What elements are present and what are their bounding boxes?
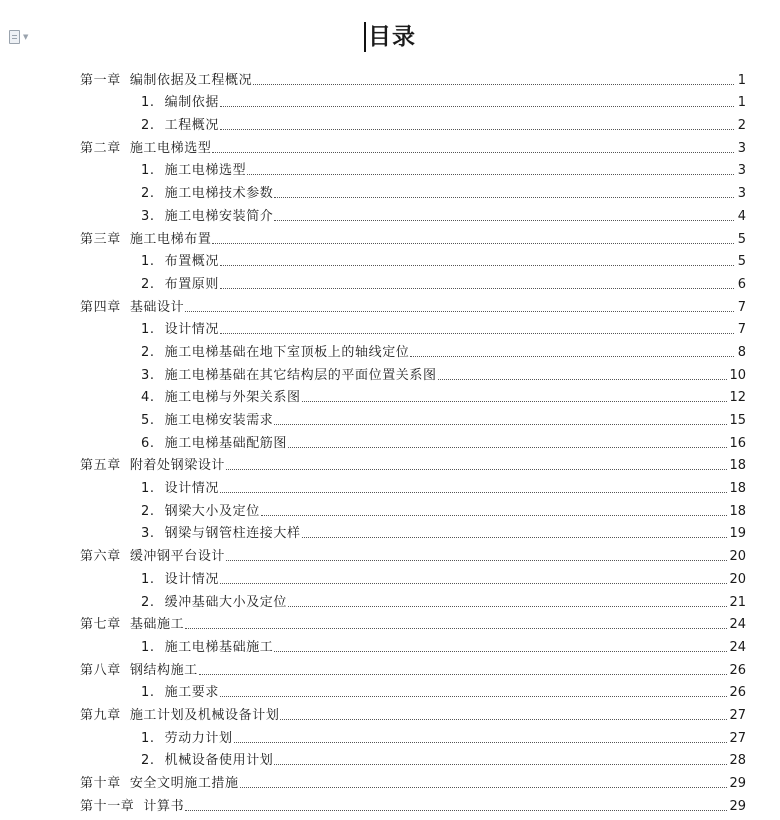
dot-leader (220, 582, 727, 584)
entry-title: 施工电梯选型 (129, 140, 212, 156)
toc-entry-text (80, 345, 409, 360)
page-number: 24 (729, 639, 746, 655)
page-number: 27 (729, 730, 746, 746)
toc-chapter-entry[interactable] (80, 610, 746, 633)
section-number: 1. (141, 322, 155, 338)
entry-title: 施工电梯基础配筋图 (164, 435, 288, 451)
toc-entry-text (80, 254, 219, 269)
entry-title: 基础设计 (129, 299, 185, 315)
entry-title: 缓冲基础大小及定位 (164, 594, 288, 610)
section-number: 2. (141, 344, 155, 360)
section-number: 1. (141, 254, 155, 270)
toc-chapter-entry[interactable] (80, 133, 746, 156)
page-number: 1 (737, 95, 746, 111)
dot-leader (185, 310, 734, 312)
toc-entry-text (80, 640, 273, 655)
toc-chapter-entry[interactable] (80, 292, 746, 315)
toc-entry-text (80, 458, 225, 473)
entry-title: 布置原则 (164, 276, 220, 292)
section-number: 1. (141, 481, 155, 497)
page-number: 15 (729, 413, 746, 428)
page-number: 28 (729, 753, 746, 769)
entry-title: 设计情况 (164, 571, 220, 587)
page-title: 目录 (364, 22, 416, 52)
page-number: 3 (737, 186, 746, 202)
page-number: 16 (729, 435, 746, 451)
toc-section-entry[interactable] (80, 473, 746, 496)
chapter-number: 第十一章 (80, 798, 135, 814)
dot-leader (212, 151, 734, 153)
entry-title: 钢梁大小及定位 (164, 503, 260, 519)
dot-leader (274, 423, 727, 425)
dot-leader (274, 763, 727, 765)
entry-title: 钢梁与钢管柱连接大样 (164, 526, 301, 542)
toc-section-entry[interactable] (80, 383, 746, 406)
toc-chapter-entry[interactable] (80, 541, 746, 564)
dot-leader (185, 627, 727, 629)
toc-entry-text (80, 186, 273, 201)
entry-title: 钢结构施工 (129, 662, 198, 678)
section-number: 4. (141, 390, 155, 406)
page-number: 18 (729, 458, 746, 474)
toc-section-entry[interactable] (80, 315, 746, 338)
page-number: 20 (729, 571, 746, 587)
entry-title: 施工电梯与外架关系图 (164, 390, 301, 406)
dot-leader (274, 219, 734, 221)
toc-entry-text (80, 436, 287, 451)
toc-entry-text (80, 753, 273, 768)
toc-section-entry[interactable] (80, 110, 746, 133)
toc-entry-text (80, 549, 225, 564)
page-number: 6 (737, 276, 746, 292)
section-number: 2. (141, 118, 155, 134)
entry-title: 施工电梯技术参数 (164, 186, 274, 202)
toc-section-entry[interactable] (80, 519, 746, 542)
toc-entry-text (80, 232, 211, 247)
entry-title: 编制依据 (164, 95, 220, 111)
toc-entry-text (80, 390, 301, 405)
dot-leader (220, 695, 727, 697)
chapter-number: 第五章 (80, 458, 121, 474)
toc-section-entry[interactable] (80, 678, 746, 701)
toc-chapter-entry[interactable] (80, 791, 746, 814)
toc-entry-text (80, 685, 219, 700)
entry-title: 工程概况 (164, 118, 220, 134)
entry-title: 施工电梯基础在地下室顶板上的轴线定位 (164, 344, 410, 360)
dot-leader (274, 650, 727, 652)
chapter-number: 第二章 (80, 140, 121, 156)
chapter-number: 第四章 (80, 299, 121, 315)
dot-leader (220, 128, 734, 130)
toc-entry-text (80, 163, 246, 178)
toc-section-entry[interactable] (80, 405, 746, 428)
entry-title: 施工电梯基础在其它结构层的平面位置关系图 (164, 367, 437, 383)
entry-title: 设计情况 (164, 322, 220, 338)
section-number: 2. (141, 186, 155, 202)
toc-section-entry[interactable] (80, 178, 746, 201)
dot-leader (253, 83, 734, 85)
toc-entry-text (80, 572, 219, 587)
dot-leader (438, 378, 728, 380)
section-number: 1. (141, 639, 155, 655)
toc-entry-text (80, 300, 184, 315)
dot-leader (220, 105, 734, 107)
section-number: 1. (141, 95, 155, 111)
toc-section-entry[interactable] (80, 428, 746, 451)
toc-section-entry[interactable] (80, 564, 746, 587)
dot-leader (185, 809, 727, 811)
entry-title: 施工电梯布置 (129, 231, 212, 247)
entry-title: 缓冲钢平台设计 (129, 549, 226, 565)
toc-entry-text (80, 118, 219, 133)
section-number: 1. (141, 730, 155, 746)
dot-leader (220, 264, 734, 266)
chapter-number: 第三章 (80, 231, 121, 247)
section-number: 1. (141, 163, 155, 179)
dot-leader (212, 242, 734, 244)
section-number: 3. (141, 526, 155, 542)
dot-leader (226, 559, 727, 561)
dot-leader (240, 786, 728, 788)
page-number: 29 (729, 776, 746, 791)
section-number: 2. (141, 276, 155, 292)
toc-section-entry[interactable] (80, 269, 746, 292)
toc-chapter-entry[interactable] (80, 655, 746, 678)
toc-section-entry[interactable] (80, 360, 746, 383)
toc-entry-text (80, 322, 219, 337)
section-number: 1. (141, 571, 155, 587)
dot-leader (261, 514, 728, 516)
toc-entry-text (80, 595, 287, 610)
toc-entry-text (80, 731, 233, 746)
toc-entry-text (80, 663, 198, 678)
section-number: 6. (141, 435, 155, 451)
entry-title: 基础施工 (129, 617, 185, 633)
entry-title: 施工电梯选型 (164, 163, 247, 179)
entry-title: 设计情况 (164, 481, 220, 497)
page-number: 26 (729, 685, 746, 701)
toc-entry-text (80, 504, 260, 519)
section-number: 5. (141, 413, 155, 428)
entry-title: 安全文明施工措施 (129, 776, 239, 791)
entry-title: 计算书 (143, 798, 185, 814)
toc-section-entry[interactable] (80, 88, 746, 111)
dot-leader (302, 400, 728, 402)
dot-leader (288, 605, 727, 607)
dot-leader (220, 491, 727, 493)
toc-entry-text (80, 209, 273, 224)
page-number: 19 (729, 526, 746, 542)
toc-entry-text (80, 413, 273, 428)
page-number: 7 (737, 322, 746, 338)
chapter-number: 第十章 (80, 776, 121, 791)
toc-section-entry[interactable] (80, 247, 746, 270)
dot-leader (234, 741, 728, 743)
toc-chapter-entry[interactable] (80, 65, 746, 88)
dot-leader (226, 468, 727, 470)
dot-leader (220, 332, 734, 334)
section-number: 2. (141, 753, 155, 769)
entry-title: 施工电梯安装简介 (164, 208, 274, 224)
toc-section-entry[interactable] (80, 587, 746, 610)
section-number: 3. (141, 208, 155, 224)
toc-entry-text (80, 617, 184, 632)
dot-leader (280, 718, 727, 720)
page-number: 29 (729, 798, 746, 814)
entry-title: 附着处钢梁设计 (129, 458, 226, 474)
dot-leader (220, 287, 734, 289)
page-number: 27 (729, 707, 746, 723)
entry-title: 施工电梯安装需求 (164, 413, 274, 428)
chapter-number: 第八章 (80, 662, 121, 678)
page-number: 5 (737, 254, 746, 270)
title-area (0, 22, 780, 52)
toc-entry-text (80, 481, 219, 496)
page-number: 3 (737, 163, 746, 179)
toc-section-entry[interactable] (80, 156, 746, 179)
toc-entry-text (80, 141, 211, 156)
dot-leader (302, 536, 728, 538)
page-number: 3 (737, 140, 746, 156)
toc-entry-text (80, 799, 184, 814)
page-number: 24 (729, 617, 746, 633)
toc-section-entry[interactable] (80, 337, 746, 360)
toc-chapter-entry[interactable] (80, 224, 746, 247)
chapter-number: 第一章 (80, 72, 121, 88)
toc-section-entry[interactable] (80, 632, 746, 655)
page-number: 4 (737, 208, 746, 224)
page-number: 1 (737, 72, 746, 88)
page-number: 2 (737, 118, 746, 134)
entry-title: 布置概况 (164, 254, 220, 270)
section-number: 2. (141, 594, 155, 610)
toc-chapter-entry[interactable] (80, 768, 746, 791)
entry-title: 施工计划及机械设备计划 (129, 707, 280, 723)
section-number: 3. (141, 367, 155, 383)
toc-entry-text (80, 368, 437, 383)
page-number: 20 (729, 549, 746, 565)
page-number: 8 (737, 344, 746, 360)
dot-leader (247, 173, 734, 175)
toc-chapter-entry[interactable] (80, 700, 746, 723)
toc-entry-text (80, 776, 239, 791)
entry-title: 机械设备使用计划 (164, 753, 274, 769)
dot-leader (410, 355, 734, 357)
toc-entry-text (80, 277, 219, 292)
toc-section-entry[interactable] (80, 496, 746, 519)
toc-entry-text (80, 73, 252, 88)
table-of-contents (80, 65, 746, 814)
section-number: 1. (141, 685, 155, 701)
page-number: 10 (729, 367, 746, 383)
dot-leader (274, 196, 734, 198)
entry-title: 施工要求 (164, 685, 220, 701)
page-number: 12 (729, 390, 746, 406)
chapter-number: 第六章 (80, 549, 121, 565)
entry-title: 施工电梯基础施工 (164, 639, 274, 655)
entry-title: 劳动力计划 (164, 730, 233, 746)
toc-section-entry[interactable] (80, 723, 746, 746)
page-number: 21 (729, 594, 746, 610)
page-number: 18 (729, 481, 746, 497)
chapter-number: 第七章 (80, 617, 121, 633)
entry-title: 编制依据及工程概况 (129, 72, 253, 88)
section-number: 2. (141, 503, 155, 519)
chapter-number: 第九章 (80, 707, 121, 723)
chevron-down-icon: ▼ (23, 32, 29, 41)
toc-entry-text (80, 526, 301, 541)
toc-chapter-entry[interactable] (80, 451, 746, 474)
page-number: 5 (737, 231, 746, 247)
toc-section-entry[interactable] (80, 201, 746, 224)
page-number: 26 (729, 662, 746, 678)
dot-leader (199, 673, 728, 675)
toc-section-entry[interactable] (80, 746, 746, 769)
toc-entry-text (80, 95, 219, 110)
toc-entry-text (80, 708, 279, 723)
dot-leader (288, 446, 727, 448)
page-number: 7 (737, 299, 746, 315)
page-number: 18 (729, 503, 746, 519)
